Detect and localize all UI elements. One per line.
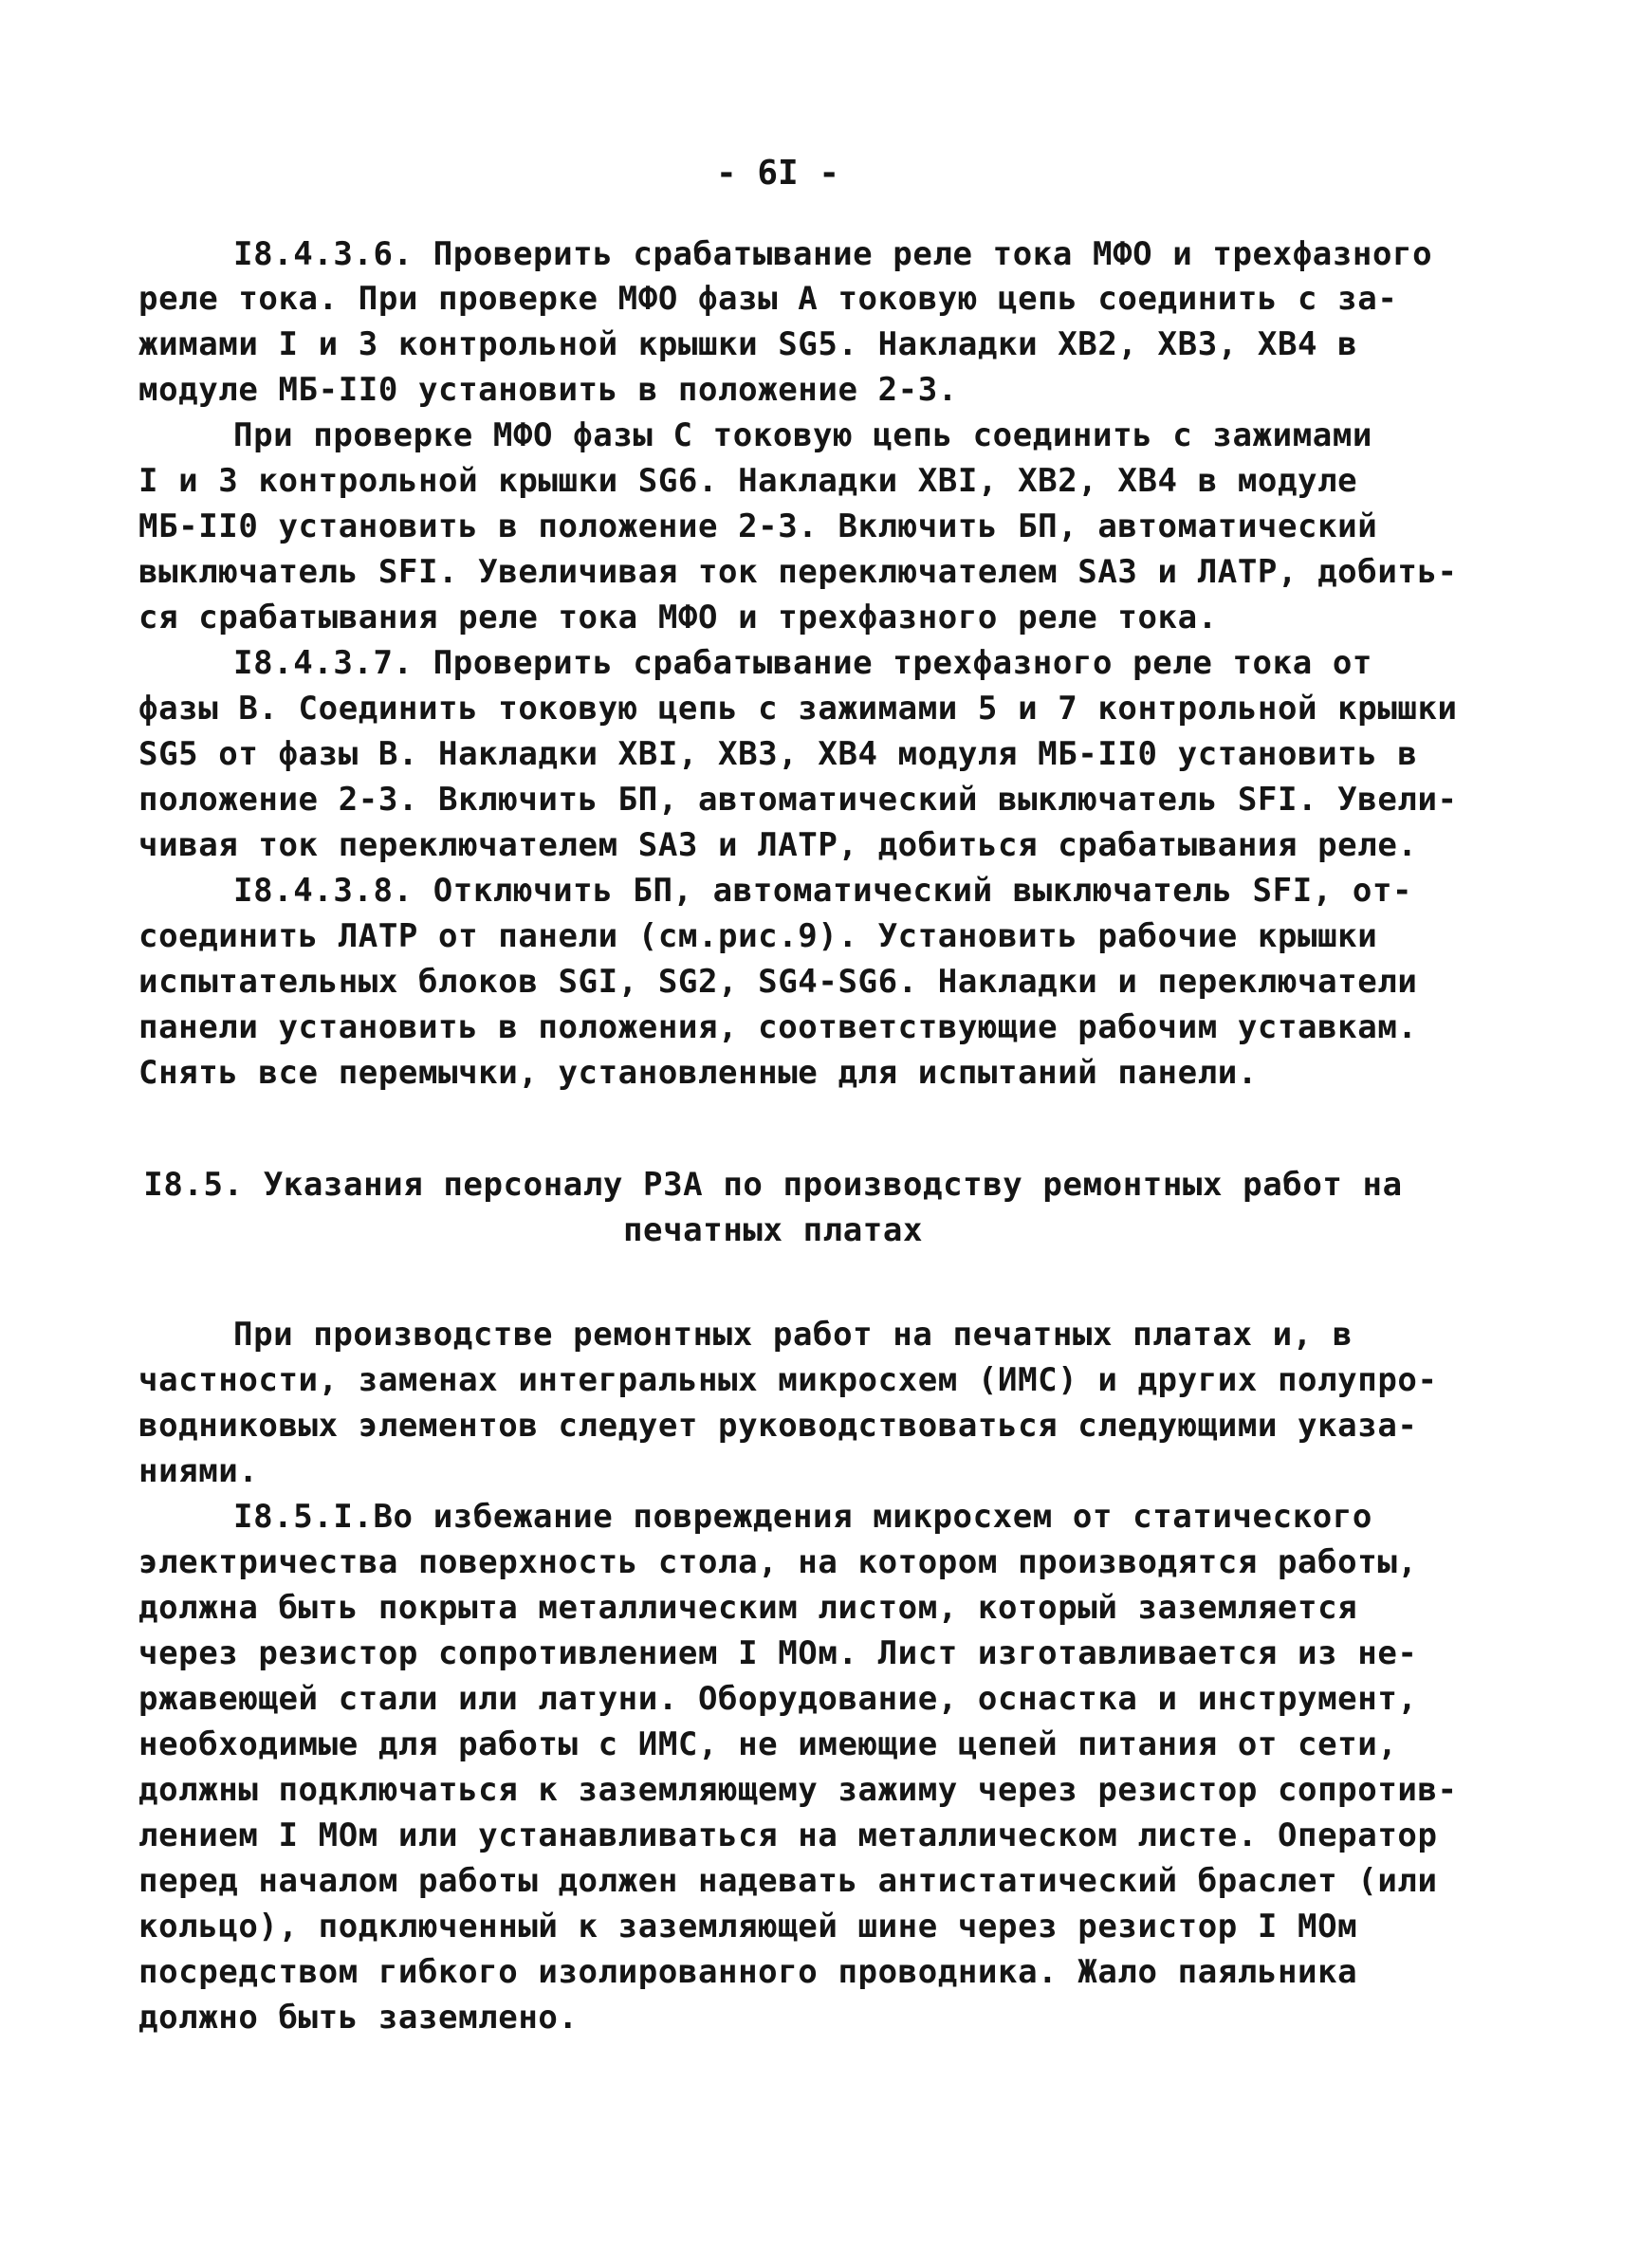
section-18-4-3-6-line-6: I и 3 контрольной крышки SG6. Накладки ХВI, ХВ2, ХВ4 в модуле bbox=[138, 462, 1358, 500]
section-18-4-3-6-line-2: реле тока. При проверке МФО фазы А токовую цепь соединить с за- bbox=[138, 280, 1398, 318]
section-18-5-1-line-9: перед началом работы должен надевать антистатический браслет (или bbox=[138, 1862, 1438, 1900]
section-18-4-3-6-line-1: I8.4.3.6. Проверить срабатывание реле тока МФО и трехфазного bbox=[233, 235, 1433, 273]
section-18-5-1-line-7: должны подключаться к заземляющему зажиму через резистор сопротив- bbox=[138, 1771, 1458, 1809]
section-18-5-1-line-5: ржавеющей стали или латуни. Оборудование, оснастка и инструмент, bbox=[138, 1680, 1418, 1718]
section-18-5-1-line-2: электричества поверхность стола, на котором производятся работы, bbox=[138, 1543, 1418, 1581]
section-18-4-3-7-line-4: положение 2-3. Включить БП, автоматический выключатель SFI. Увели- bbox=[138, 781, 1458, 819]
section-18-4-3-8-line-2: соединить ЛАТР от панели (см.рис.9). Установить рабочие крышки bbox=[138, 917, 1378, 955]
section-18-5-intro-line-2: частности, заменах интегральных микросхем (ИМС) и других полупро- bbox=[138, 1361, 1438, 1399]
section-18-5-1-line-3: должна быть покрыта металлическим листом, который заземляется bbox=[138, 1589, 1358, 1627]
section-18-4-3-6-line-5: При проверке МФО фазы С токовую цепь соединить с зажимами bbox=[233, 416, 1372, 454]
section-18-4-3-7-line-5: чивая ток переключателем SA3 и ЛАТР, добиться срабатывания реле. bbox=[138, 826, 1418, 864]
section-18-4-3-7-line-1: I8.4.3.7. Проверить срабатывание трехфазного реле тока от bbox=[233, 644, 1372, 682]
section-18-5-1-line-4: через резистор сопротивлением I МОм. Лист изготавливается из не- bbox=[138, 1634, 1418, 1672]
section-18-4-3-8-line-5: Снять все перемычки, установленные для испытаний панели. bbox=[138, 1054, 1258, 1092]
section-18-5-1-line-10: кольцо), подключенный к заземляющей шине через резистор I МОм bbox=[138, 1908, 1358, 1945]
section-heading-line-1: I8.5. Указания персоналу РЗА по производству ремонтных работ на bbox=[143, 1166, 1403, 1204]
section-18-5-1-line-12: должно быть заземлено. bbox=[138, 1999, 579, 2037]
section-18-5-1-line-1: I8.5.I.Во избежание повреждения микросхем от статического bbox=[233, 1498, 1372, 1536]
section-18-5-intro-line-3: водниковых элементов следует руководствоваться следующими указа- bbox=[138, 1407, 1418, 1445]
section-heading-line-2: печатных платах bbox=[622, 1211, 924, 1249]
section-18-5-intro-line-4: ниями. bbox=[138, 1452, 259, 1490]
section-18-4-3-6-line-7: МБ-II0 установить в положение 2-3. Включить БП, автоматический bbox=[138, 507, 1378, 545]
section-18-4-3-6-line-9: ся срабатывания реле тока МФО и трехфазного реле тока. bbox=[138, 599, 1218, 636]
section-18-5-1-line-8: лением I МОм или устанавливаться на металлическом листе. Оператор bbox=[138, 1816, 1438, 1854]
section-18-4-3-6-line-3: жимами I и 3 контрольной крышки SG5. Накладки ХВ2, ХВЗ, ХВ4 в bbox=[138, 325, 1358, 363]
section-18-5-1-line-11: посредством гибкого изолированного проводника. Жало паяльника bbox=[138, 1953, 1358, 1991]
section-18-4-3-7-line-2: фазы В. Соединить токовую цепь с зажимами 5 и 7 контрольной крышки bbox=[138, 690, 1458, 728]
section-18-4-3-8-line-1: I8.4.3.8. Отключить БП, автоматический выключатель SFI, от- bbox=[233, 872, 1413, 910]
section-18-4-3-7-line-3: SG5 от фазы В. Накладки ХВI, ХВЗ, ХВ4 модуля МБ-II0 установить в bbox=[138, 735, 1418, 773]
section-18-4-3-6-line-4: модуле МБ-II0 установить в положение 2-3. bbox=[138, 371, 958, 409]
section-18-5-intro-line-1: При производстве ремонтных работ на печатных платах и, в bbox=[233, 1316, 1353, 1354]
section-18-4-3-6-line-8: выключатель SFI. Увеличивая ток переключателем SA3 и ЛАТР, добить- bbox=[138, 553, 1458, 591]
page-number: - 6I - bbox=[715, 154, 840, 193]
section-18-5-1-line-6: необходимые для работы с ИМС, не имеющие цепей питания от сети, bbox=[138, 1725, 1398, 1763]
section-18-4-3-8-line-3: испытательных блоков SGI, SG2, SG4-SG6. Накладки и переключатели bbox=[138, 963, 1418, 1001]
section-18-4-3-8-line-4: панели установить в положения, соответствующие рабочим уставкам. bbox=[138, 1008, 1418, 1046]
